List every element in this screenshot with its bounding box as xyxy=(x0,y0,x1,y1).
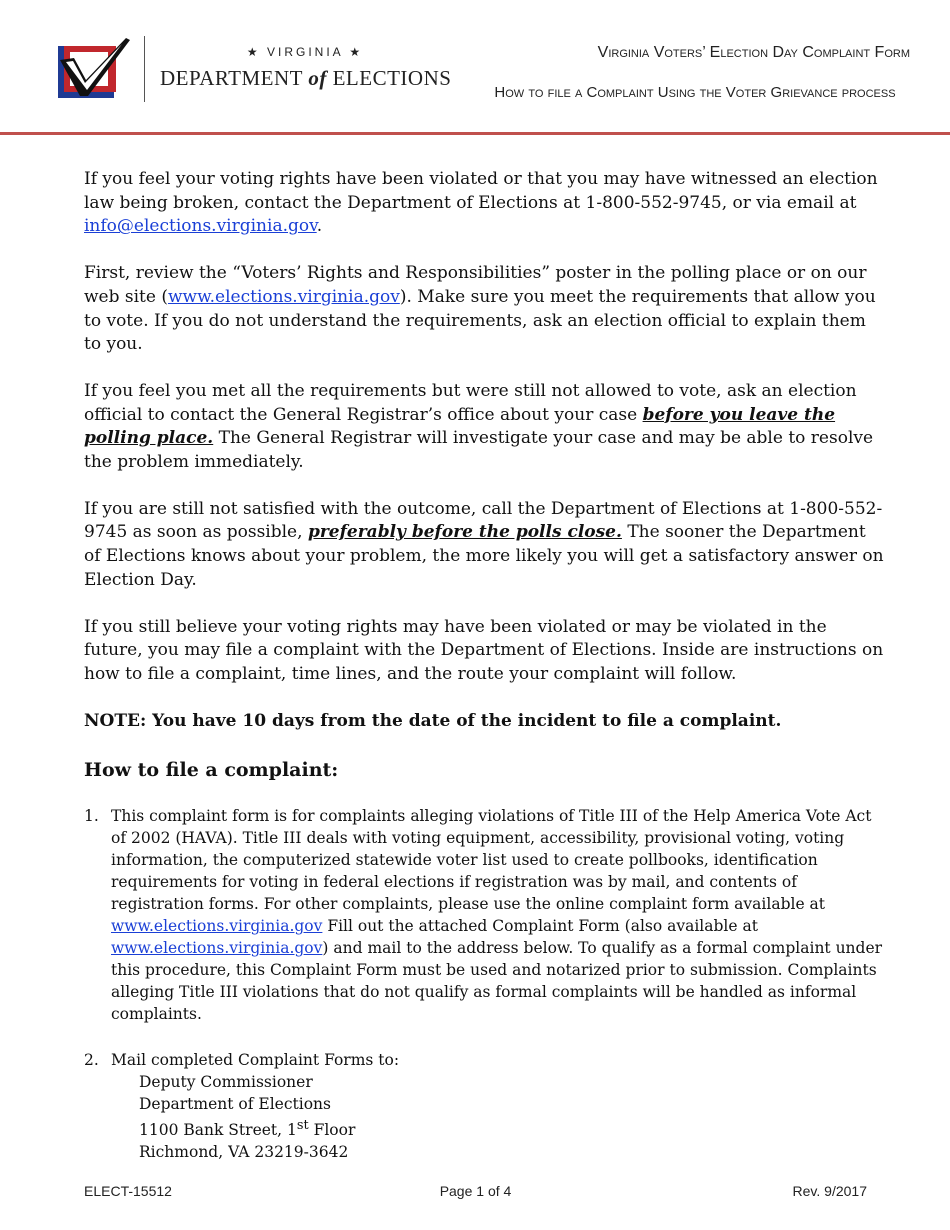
website-link[interactable]: www.elections.virginia.gov xyxy=(111,917,323,936)
address-line: 1100 Bank Street, 1st Floor xyxy=(139,1118,356,1140)
list-number: 1. xyxy=(84,807,99,826)
address-line: Deputy Commissioner xyxy=(139,1073,313,1092)
header-rule xyxy=(0,132,950,135)
list-item-text: Mail completed Complaint Forms to: xyxy=(111,1051,400,1070)
form-subtitle: How to file a Complaint Using the Voter Grievance process xyxy=(494,84,896,101)
page-footer xyxy=(84,1183,867,1203)
form-title: Virginia Voters’ Election Day Complaint Form xyxy=(597,44,910,61)
paragraph-review: First, review the “Voters’ Rights and Responsibilities” poster in the polling place or on our web site (www.elections.virginia.gov). Make sure you meet the requirements that allow you to vote. If you do not understand the requirements, ask an election official to explain them to you. xyxy=(84,263,876,355)
address-line: Department of Elections xyxy=(139,1095,331,1114)
org-name xyxy=(160,66,450,91)
section-heading: How to file a complaint: xyxy=(84,759,339,782)
deadline-note: NOTE: You have 10 days from the date of the incident to file a complaint. xyxy=(84,710,782,731)
page-number: Page 1 of 4 xyxy=(439,1183,512,1199)
mailing-address xyxy=(111,1071,884,1163)
list-number: 2. xyxy=(84,1051,99,1070)
paragraph-contact: If you feel your voting rights have been violated or that you may have witnessed an election law being broken, contact the Department of Elections at 1-800-552-9745, or via email at info@elections.virginia.gov. xyxy=(84,169,878,237)
list-item: 1. This complaint form is for complaints alleging violations of Title III of the Help America Vote Act of 2002 (HAVA). Title III deals with voting equipment, accessibility, provisional voting, voting information, the computerized statewide voter list used to create pollbooks, identification requirements for voting in federal elections if registration was by mail, and contents of registration forms. For other complaints, please use the online complaint form available at www.elections.virginia.gov Fill out the attached Complaint Form (also available at www.elections.virginia.gov) and mail to the address below. To qualify as a formal complaint under this procedure, this Complaint Form must be used and notarized prior to submission. Complaints alleging Title III violations that do not qualify as formal complaints will be handled as informal complaints. xyxy=(84,807,883,1024)
form-id: ELECT-15512 xyxy=(84,1183,172,1199)
paragraph-call: If you are still not satisfied with the outcome, call the Department of Elections at 1-800-552-9745 as soon as possible, preferably before the polls close. The sooner the Department of Elections knows about your problem, the more likely you will get a satisfactory answer on Election Day. xyxy=(84,498,884,590)
paragraph-registrar: If you feel you met all the requirements but were still not allowed to vote, ask an election official to contact the General Registrar’s office about your case before you leave the polling place. The General Registrar will investigate your case and may be able to resolve the problem immediately. xyxy=(84,380,874,473)
instructions-list xyxy=(84,805,884,1163)
list-item xyxy=(84,1049,884,1163)
address-line: Richmond, VA 23219-3642 xyxy=(139,1143,349,1162)
org-name-part: ELECTIONS xyxy=(326,66,452,90)
email-link[interactable]: info@elections.virginia.gov xyxy=(84,216,317,237)
checkmark-logo-icon xyxy=(56,36,132,100)
website-link[interactable]: www.elections.virginia.gov xyxy=(168,286,400,307)
org-name-of: of xyxy=(308,66,327,90)
org-name-part: DEPARTMENT xyxy=(160,66,309,90)
document-body xyxy=(84,168,884,1187)
revision-date: Rev. 9/2017 xyxy=(792,1183,867,1199)
org-state-label: ★ VIRGINIA ★ xyxy=(246,45,364,59)
emphasis-text: before you leave the polling place. xyxy=(84,404,836,449)
logo-divider xyxy=(144,36,145,102)
emphasis-text: preferably before the polls close. xyxy=(307,522,622,543)
website-link[interactable]: www.elections.virginia.gov xyxy=(111,939,323,958)
paragraph-file: If you still believe your voting rights may have been violated or may be violated in the future, you may file a complaint with the Department of Elections. Inside are instructions on how to file a complaint, time lines, and the route your complaint will follow. xyxy=(84,616,884,684)
page-header xyxy=(0,0,950,136)
